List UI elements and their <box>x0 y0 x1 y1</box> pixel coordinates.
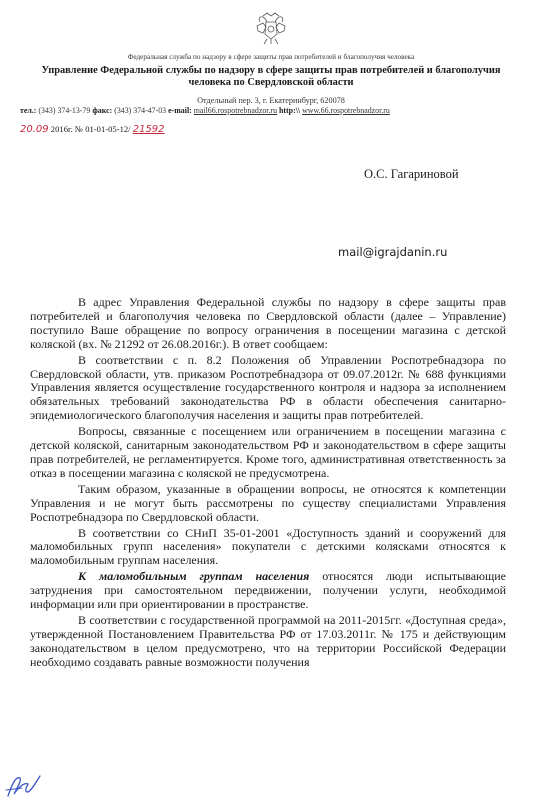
email-label: e-mail: <box>168 106 192 115</box>
emphasis-rest: относятся люди испытывающие затруднения при самостоятельном передвижении, получении услуги, необходимой информации или при ориентировании в пространстве. <box>30 569 506 612</box>
contact-line <box>20 106 390 115</box>
handwritten-number: 21592 <box>132 124 165 135</box>
department-address: Отдельный пер. 3, г. Екатеринбург, 620078 <box>197 96 345 105</box>
tel-value: (343) 374-13-79 <box>38 106 91 115</box>
paragraph: В адрес Управления Федеральной службы по надзору в сфере защиты прав потребителей и благополучия человека по Свердловской области (далее – Управление) поступило Ваше обращение по вопросу ограничения в посещении магазина с детской коляской (вх. № 21292 от 26.08.2016г.). В ответ сообщаем: <box>30 295 506 351</box>
agency-name: Федеральная служба по надзору в сфере защиты прав потребителей и благополучия человека <box>127 53 415 61</box>
paragraph <box>30 570 506 612</box>
paragraph: В соответствии с п. 8.2 Положения об Управлении Роспотребнадзора по Свердловской области, утв. приказом Роспотребнадзора от 09.07.2012г. № 688 функциями Управления является осуществление государственного контроля и надзора за исполнением обязательных требований законодательства РФ в области обеспечения санитарно-эпидемиологического благополучия населения и защиты прав потребителей. <box>30 352 506 423</box>
department-line-1: Управление Федеральной службы по надзору в сфере защиты прав потребителей и благополучия <box>41 65 501 76</box>
tel-label: тел.: <box>20 106 37 115</box>
web-label: http:\\ <box>279 106 301 115</box>
registration-year: 2016г. № <box>50 124 84 134</box>
coat-of-arms-icon <box>254 10 288 46</box>
recipient-email: mail@igrajdanin.ru <box>338 245 448 259</box>
handwritten-signature-icon <box>4 770 44 800</box>
registration-number-prefix: 01-01-05-12/ <box>85 124 131 134</box>
recipient-name: О.С. Гагариновой <box>364 167 459 181</box>
email-link[interactable]: mail66.rospotrebnadzor.ru <box>193 106 278 115</box>
fax-value: (343) 374-47-03 <box>114 106 167 115</box>
website-link[interactable]: www.66.rospotrebnadzor.ru <box>302 106 390 115</box>
paragraph: Вопросы, связанные с посещением или ограничением в посещении магазина с детской коляской, санитарным законодательством РФ и законодательством в сфере защиты прав потребителей, не регламентируется. Кроме того, административная ответственность за отказ в посещении магазина с коляской не предусмотрена. <box>30 424 506 480</box>
handwritten-date: 20.09 <box>20 124 49 135</box>
letter-body <box>30 296 506 670</box>
registration-line <box>20 124 165 135</box>
department-name <box>14 65 528 90</box>
department-line-2: человека по Свердловской области <box>188 77 354 89</box>
emphasis-lead: К маломобильным группам населения <box>78 569 310 584</box>
fax-label: факс: <box>92 106 113 115</box>
paragraph: Таким образом, указанные в обращении вопросы, не относятся к компетенции Управления и не могут быть рассмотрены по существу специалистами Управления Роспотребнадзора по Свердловской области. <box>30 481 506 524</box>
paragraph: В соответствии с государственной программой на 2011-2015гг. «Доступная среда», утвержденной Постановлением Правительства РФ от 17.03.2011г. № 175 и действующим законодательством в целом предусмотрено, что на территории Российской Федерации необходимо создавать равные возможности получения <box>30 612 506 669</box>
paragraph: В соответствии со СНиП 35-01-2001 «Доступность зданий и сооружений для маломобильных групп населения» покупатели с детскими колясками относятся к маломобильным группам населения. <box>30 525 506 568</box>
